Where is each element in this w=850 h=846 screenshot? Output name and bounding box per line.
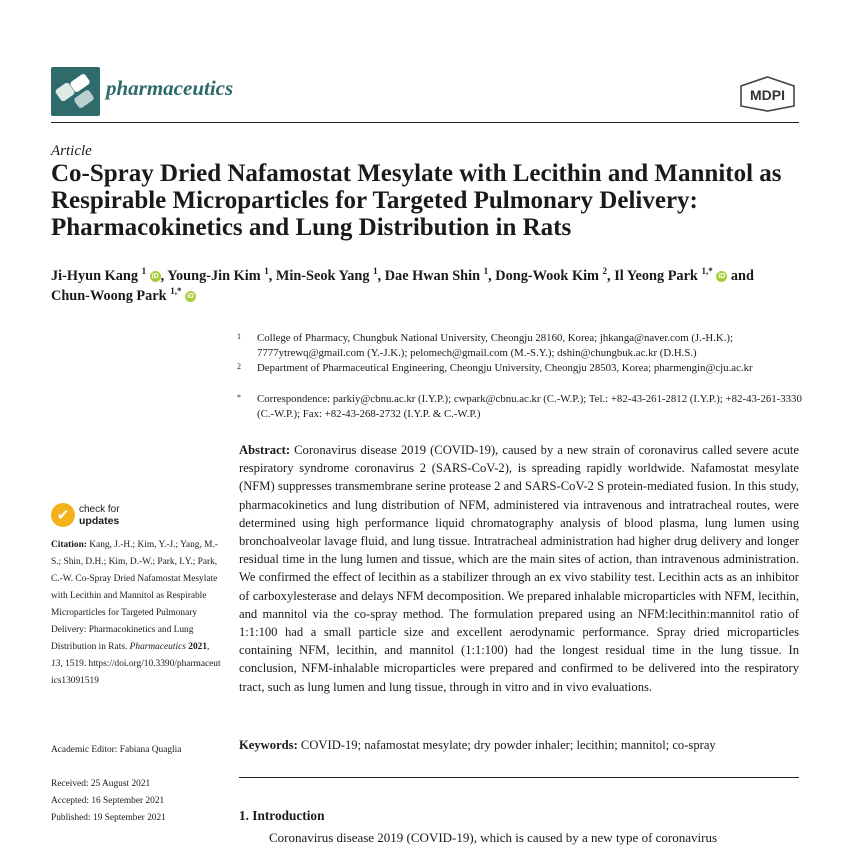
abstract-label: Abstract: — [239, 443, 291, 457]
keywords-text: COVID-19; nafamostat mesylate; dry powder inhaler; lecithin; mannitol; co-spray — [300, 738, 716, 752]
academic-editor: Academic Editor: Fabiana Quaglia — [51, 745, 182, 755]
published-date: Published: 19 September 2021 — [51, 813, 166, 823]
keywords-label: Keywords: — [239, 738, 298, 752]
check-for-updates-label[interactable]: check for — [79, 504, 120, 515]
check-for-updates-icon[interactable]: ✔ — [51, 503, 75, 527]
author-list: Ji-Hyun Kang $^1$ iD , Young-Jin Kim $^1$, Min-Seok Yang $^1$, Dae Hwan Shin $^1$, Dong-Wook Kim $^2$, Il Yeong Park $^{1,*}$ iD and Chun-Woong Park $^{1,*}$ iD — [51, 266, 754, 304]
affiliation-number: 2 — [237, 362, 241, 371]
author-affiliation-sup: 1,* — [701, 266, 713, 277]
citation-block: Citation: Kang, J.-H.; Kim, Y.-J.; Yang, M.-S.; Shin, D.H.; Kim, D.-W.; Park, I.Y.; Park, C.-W. Co-Spray Dried Nafamostat Mesylate with Lecithin and Mannitol as Respirable Microparticles for Targeted Pulmonary Delivery: Pharmacokinetics and Lung Distribution in Rats. Pharmaceutics 2021, 13, 1519. https://doi.org/10.3390/pharmaceutics13091519 — [51, 540, 221, 686]
author-affiliation-sup: 1 — [141, 266, 147, 277]
citation-journal: Pharmaceutics — [129, 642, 186, 652]
abstract — [239, 441, 799, 696]
author-name[interactable]: Min-Seok Yang — [275, 268, 370, 284]
orcid-icon[interactable]: iD — [718, 273, 726, 281]
author-affiliation-sup: 1 — [483, 266, 489, 277]
author-name[interactable]: Dong-Wook Kim — [495, 268, 599, 284]
affiliation-text: Department of Pharmaceutical Engineering, Cheongju University, Cheongju 28503, Korea; pharmengin@cju.ac.kr — [257, 362, 753, 374]
pharmaceutics-logo-icon — [51, 67, 100, 116]
affiliation-1 — [237, 331, 807, 362]
affiliation-number: 1 — [237, 332, 241, 341]
journal-name: pharmaceutics — [106, 76, 234, 100]
citation-pages: , 1519. — [60, 659, 87, 669]
citation-text: Kang, J.-H.; Kim, Y.-J.; Yang, M.-S.; Shin, D.H.; Kim, D.-W.; Park, I.Y.; Park, C.-W. Co-Spray Dried Nafamostat Mesylate with Lecithin and Mannitol as Respirable Microparticles for Targeted Pulmonary Delivery: Pharmacokinetics and Lung Distribution in Rats. — [51, 540, 218, 652]
check-for-updates-label-bold[interactable]: updates — [79, 515, 120, 527]
mdpi-logo-icon — [739, 76, 796, 112]
orcid-icon[interactable]: iD — [187, 293, 195, 301]
accepted-date: Accepted: 16 September 2021 — [51, 796, 165, 806]
citation-volume: 13 — [51, 659, 61, 669]
affiliation-text: College of Pharmacy, Chungbuk National University, Cheongju 28160, Korea; jhkanga@naver.com (J.-H.K.); 7777ytrewq@gmail.com (Y.-J.K.); pelomech@gmail.com (M.-S.Y.); dshin@chungbuk.ac.kr (D.H.S.) — [257, 332, 734, 360]
citation-label: Citation: — [51, 540, 87, 550]
author-name[interactable]: Ji-Hyun Kang — [51, 268, 138, 284]
citation-year: 2021 — [188, 642, 207, 652]
received-date: Received: 25 August 2021 — [51, 779, 151, 789]
authors-and: and — [730, 268, 754, 284]
mdpi-logo-text: MDPI — [750, 87, 785, 103]
author-affiliation-sup: 2 — [602, 266, 608, 277]
orcid-icon[interactable]: iD — [151, 273, 159, 281]
author-name[interactable]: Chun-Woong Park — [51, 288, 167, 304]
correspondence-text: Correspondence: parkiy@cbnu.ac.kr (I.Y.P.); cwpark@cbnu.ac.kr (C.-W.P.); Tel.: +82-43-261-2812 (I.Y.P.); +82-43-261-3330 (C.-W.P.); Fax: +82-43-268-2732 (I.Y.P. & C.-W.P.) — [257, 393, 802, 421]
author-name[interactable]: Dae Hwan Shin — [384, 268, 481, 284]
section-body-text: Coronavirus disease 2019 (COVID-19), which is caused by a new type of coronavirus — [269, 830, 718, 845]
abstract-divider — [239, 777, 799, 778]
keywords — [239, 736, 799, 754]
author-name[interactable]: Il Yeong Park — [614, 268, 698, 284]
author-affiliation-sup: 1 — [373, 266, 378, 277]
author-affiliation-sup: 1,* — [170, 286, 182, 297]
article-type: Article — [51, 143, 92, 159]
section-heading: 1. Introduction — [239, 808, 325, 823]
header-divider — [51, 122, 799, 123]
author-affiliation-sup: 1 — [264, 266, 269, 277]
affiliation-2 — [237, 361, 807, 376]
abstract-text: Coronavirus disease 2019 (COVID-19), caused by a new strain of coronavirus called severe acute respiratory syndrome coronavirus 2 (SARS-CoV-2), is spreading rapidly worldwide. Nafamostat mesylate (NFM) suppresses transmembrane serine protease 2 and SARS-CoV-2 S protein-mediated fusion. In this study, pharmacokinetics and lung distribution of NFM, administered via intravenous and intratracheal routes, were determined using high performance liquid chromatography analysis of blood plasma, lung lumen using bronchoalveolar lavage fluid, and lung tissue. Intratracheal administration had higher drug delivery and longer residual time in the lung lumen and tissue, which are the main sites of action, than intravenous administration. We confirmed the effect of lecithin as a stabilizer through an ex vivo stability test. Lecithin acts as an inhibitor of carboxylesterase and delays NFM decomposition. We prepared inhalable microparticles with NFM, lecithin, and mannitol via the co-spray method. The formulation prepared using an NFM:lecithin:mannitol ratio of 1:1:100 had a small particle size and excellent aerodynamic performance. Spray dried microparticles containing NFM, lecithin, and mannitol (1:1:100) had the longest residual time in the lung tissue. In conclusion, NFM-inhalable microparticles were prepared and confirmed to be delivered into the respiratory tract, such as lung lumen and lung tissue, through in vitro and in vivo evaluations. — [239, 443, 799, 694]
affiliation-number: * — [237, 393, 241, 402]
correspondence — [237, 392, 807, 423]
article-title: Co-Spray Dried Nafamostat Mesylate with Lecithin and Mannitol as Respirable Microparticles for Targeted Pulmonary Delivery: Pharmacokinetics and Lung Distribution in Rats — [51, 160, 782, 241]
citation-doi-link[interactable]: https://doi.org/10.3390/pharmaceutics13091519 — [51, 659, 221, 686]
author-name[interactable]: Young-Jin Kim — [167, 268, 261, 284]
